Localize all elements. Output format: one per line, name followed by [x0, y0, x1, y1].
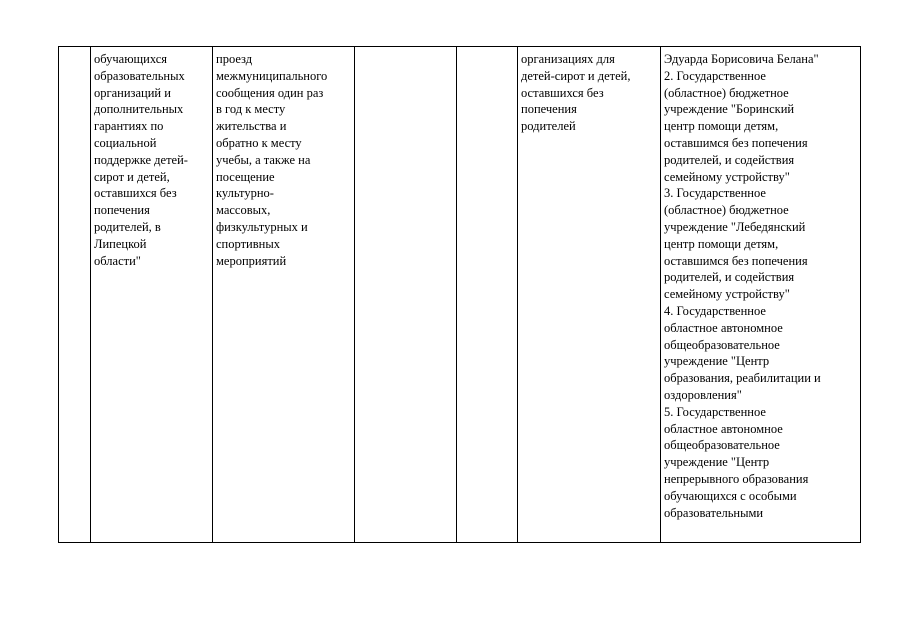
cell-text-line: учреждение "Боринский	[664, 102, 795, 117]
cell-text-line: областное автономное	[664, 320, 783, 335]
cell-text-line: учебы, а также на	[216, 152, 311, 167]
cell-text-line: попечения	[94, 203, 150, 218]
table-cell-col-2	[91, 47, 213, 543]
cell-text-line: оставшимся без попечения	[664, 135, 808, 150]
cell-text-line: родителей	[521, 119, 576, 134]
table-cell-col-3	[213, 47, 355, 543]
cell-text-line: организаций и	[94, 85, 171, 100]
cell-text-line: попечения	[521, 102, 577, 117]
cell-text-line: области"	[94, 253, 141, 268]
cell-text-line: массовых,	[216, 203, 271, 218]
cell-text-line: обратно к месту	[216, 135, 302, 150]
cell-text-line: оставшимся без попечения	[664, 253, 808, 268]
cell-text-line: социальной	[94, 135, 157, 150]
cell-text-line: родителей, в	[94, 219, 161, 234]
cell-text-line: образовательных	[94, 68, 185, 83]
cell-text-line: культурно-	[216, 186, 274, 201]
cell-text-line: (областное) бюджетное	[664, 203, 789, 218]
cell-text-line: дополнительных	[94, 102, 184, 117]
cell-text-line: физкультурных и	[216, 219, 308, 234]
cell-text-line: учреждение "Центр	[664, 354, 770, 369]
table-cell-col-6	[518, 47, 661, 543]
cell-text-line: общеобразовательное	[664, 337, 780, 352]
cell-text-line: спортивных	[216, 236, 280, 251]
cell-text-line: сирот и детей,	[94, 169, 170, 184]
cell-text-line: оздоровления"	[664, 387, 742, 402]
cell-text-line: общеобразовательное	[664, 438, 780, 453]
cell-text-line: семейному устройству"	[664, 169, 790, 184]
document-table	[58, 46, 861, 543]
cell-text-line: центр помощи детям,	[664, 236, 779, 251]
cell-text-line: образовательными	[664, 505, 764, 520]
cell-text-line: центр помощи детям,	[664, 119, 779, 134]
cell-text-line: организациях для	[521, 52, 615, 66]
cell-text-line: обучающихся	[94, 52, 168, 66]
cell-text-line: учреждение "Центр	[664, 455, 770, 470]
table-cell-col-5	[457, 47, 518, 543]
cell-text-line: оставшихся без	[94, 186, 177, 201]
cell-text-line: родителей, и содействия	[664, 152, 795, 167]
cell-text-line: 3. Государственное	[664, 186, 766, 201]
cell-text-line: Эдуарда Борисовича Белана"	[664, 52, 819, 66]
table-cell-col-1	[59, 47, 91, 543]
cell-text-line: в год к месту	[216, 102, 286, 117]
cell-text-line: 5. Государственное	[664, 404, 766, 419]
cell-text-line: областное автономное	[664, 421, 783, 436]
cell-text-line: жительства и	[216, 119, 287, 134]
cell-text-line: обучающихся с особыми	[664, 488, 797, 503]
cell-text-line: образования, реабилитации и	[664, 371, 821, 386]
table-row	[59, 47, 861, 543]
cell-text-line: учреждение "Лебедянский	[664, 219, 806, 234]
cell-text-line: сообщения один раз	[216, 85, 324, 100]
cell-text-line: детей-сирот и детей,	[521, 68, 631, 83]
cell-text-line: (областное) бюджетное	[664, 85, 789, 100]
cell-text-line: 4. Государственное	[664, 303, 766, 318]
cell-text-line: проезд	[216, 52, 253, 66]
cell-text-line: гарантиях по	[94, 119, 164, 134]
cell-text-line: Липецкой	[94, 236, 147, 251]
cell-text-line: мероприятий	[216, 253, 287, 268]
cell-text-line: поддержке детей-	[94, 152, 188, 167]
cell-text-line: 2. Государственное	[664, 68, 766, 83]
cell-text-line: посещение	[216, 169, 275, 184]
cell-text-line: оставшихся без	[521, 85, 604, 100]
cell-text-line: родителей, и содействия	[664, 270, 795, 285]
cell-text-line: семейному устройству"	[664, 287, 790, 302]
table-cell-col-4	[355, 47, 457, 543]
cell-text-line: межмуниципального	[216, 68, 328, 83]
table-cell-col-7	[661, 47, 861, 543]
cell-text-line: непрерывного образования	[664, 471, 809, 486]
